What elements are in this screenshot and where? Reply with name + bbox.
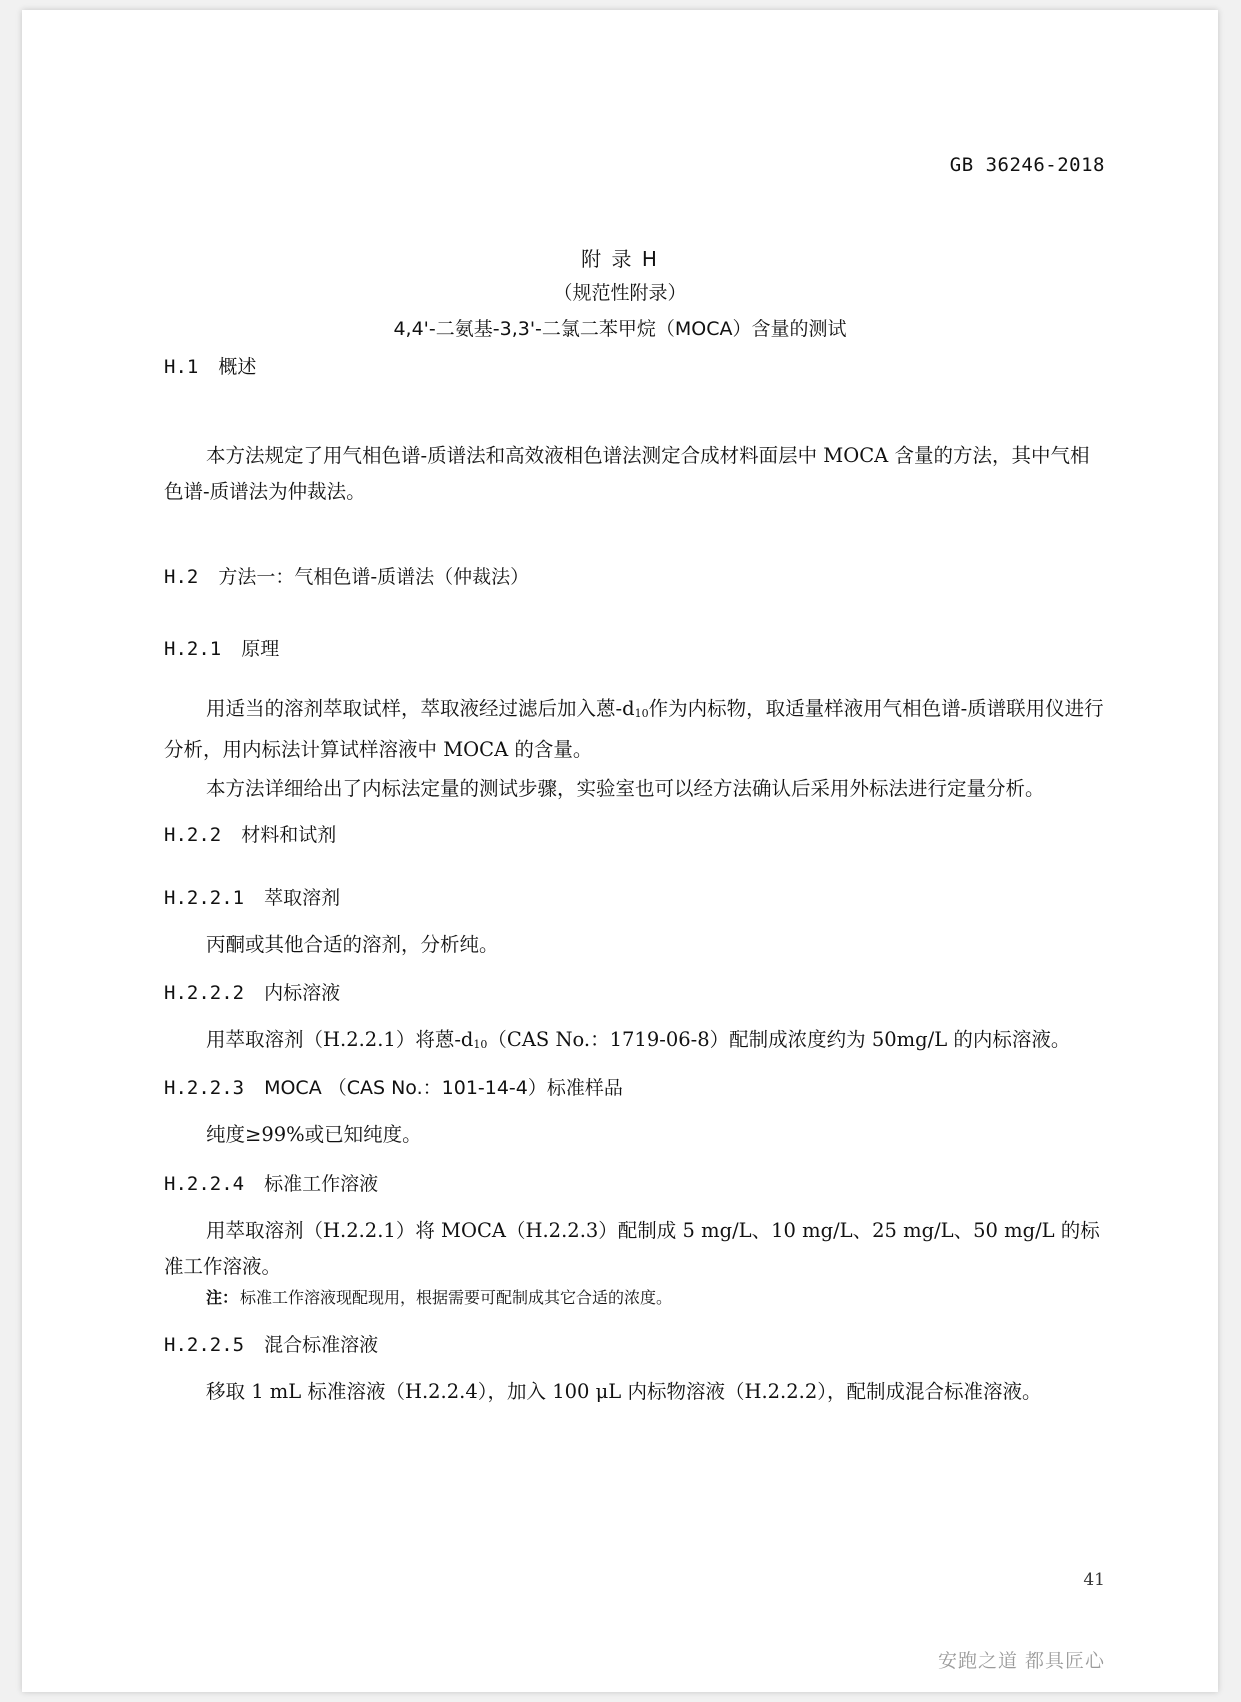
heading-title: 萃取溶剂: [264, 887, 341, 909]
heading-number: H.2: [164, 566, 199, 588]
heading-title: 材料和试剂: [241, 824, 337, 846]
heading-h2-2-4: [164, 1169, 378, 1196]
appendix-type: （规范性附录）: [553, 282, 687, 304]
heading-number: H.2.2.4: [164, 1173, 245, 1195]
paragraph-principle: [164, 691, 1104, 768]
appendix-name: 4,4'-二氨基-3,3'-二氯二苯甲烷（MOCA）含量的测试: [393, 318, 847, 340]
text-segment: 用萃取溶剂（H.2.2.1）将蒽-d: [206, 1028, 474, 1051]
heading-number: H.1: [164, 356, 199, 378]
heading-title: 混合标准溶液: [264, 1334, 379, 1356]
heading-number: H.2.2.3: [164, 1077, 245, 1099]
text-segment: （CAS No.：1719-06-8）配制成浓度约为 50mg/L 的内标溶液。: [487, 1028, 1071, 1051]
heading-title: 标准工作溶液: [264, 1173, 379, 1195]
standard-number: GB 36246-2018: [949, 154, 1105, 176]
subscript: 10: [634, 707, 649, 720]
paragraph-overview: 本方法规定了用气相色谱-质谱法和高效液相色谱法测定合成材料面层中 MOCA 含量的方法，其中气相色谱-质谱法为仲裁法。: [164, 444, 1090, 503]
note-text: 标准工作溶液现配现用，根据需要可配制成其它合适的浓度。: [240, 1288, 673, 1307]
heading-number: H.2.2.1: [164, 887, 245, 909]
heading-number: H.2.2.5: [164, 1334, 245, 1356]
heading-title: 原理: [241, 638, 280, 660]
heading-title: 概述: [218, 356, 257, 378]
note: [206, 1285, 672, 1308]
heading-number: H.2.2.2: [164, 982, 245, 1004]
heading-h2-2-1: [164, 883, 340, 910]
page-number: 41: [1083, 1570, 1105, 1590]
heading-title: 方法一：气相色谱-质谱法（仲裁法）: [218, 566, 530, 588]
text-segment: 用适当的溶剂萃取试样，萃取液经过滤后加入蒽-d: [206, 697, 635, 720]
paragraph-purity: 纯度≥99%或已知纯度。: [206, 1123, 422, 1146]
paragraph-mixed-solution: 移取 1 mL 标准溶液（H.2.2.4），加入 100 μL 内标物溶液（H.2.2.2），配制成混合标准溶液。: [206, 1380, 1042, 1403]
heading-h2-2-2: [164, 978, 340, 1005]
paragraph-principle-2: 本方法详细给出了内标法定量的测试步骤，实验室也可以经方法确认后采用外标法进行定量分析。: [206, 777, 1045, 800]
text-segment: 作为内标物，取适量样液用气相色谱-质谱联用仪进行分析，用内标法计算试样溶液中 MOCA 的含量。: [164, 697, 1104, 761]
heading-h2: [164, 562, 529, 589]
paragraph-working-solution: 用萃取溶剂（H.2.2.1）将 MOCA（H.2.2.3）配制成 5 mg/L、10 mg/L、25 mg/L、50 mg/L 的标准工作溶液。: [164, 1219, 1100, 1278]
heading-number: H.2.2: [164, 824, 222, 846]
document-page: [22, 10, 1218, 1692]
paragraph-internal-standard: [206, 1024, 1070, 1052]
heading-h2-2-5: [164, 1330, 378, 1357]
heading-title: MOCA （CAS No.：101-14-4）标准样品: [264, 1077, 623, 1099]
heading-h1: [164, 352, 256, 379]
appendix-title: 附 录 H: [581, 247, 659, 271]
watermark: 安跑之道 都具匠心: [937, 1650, 1105, 1672]
heading-h2-1: [164, 634, 279, 661]
heading-h2-2: [164, 820, 336, 847]
note-label: 注：: [206, 1288, 239, 1307]
paragraph-solvent: 丙酮或其他合适的溶剂，分析纯。: [206, 933, 499, 956]
heading-title: 内标溶液: [264, 982, 341, 1004]
heading-number: H.2.1: [164, 638, 222, 660]
heading-h2-2-3: [164, 1073, 623, 1100]
subscript: 10: [473, 1038, 488, 1051]
